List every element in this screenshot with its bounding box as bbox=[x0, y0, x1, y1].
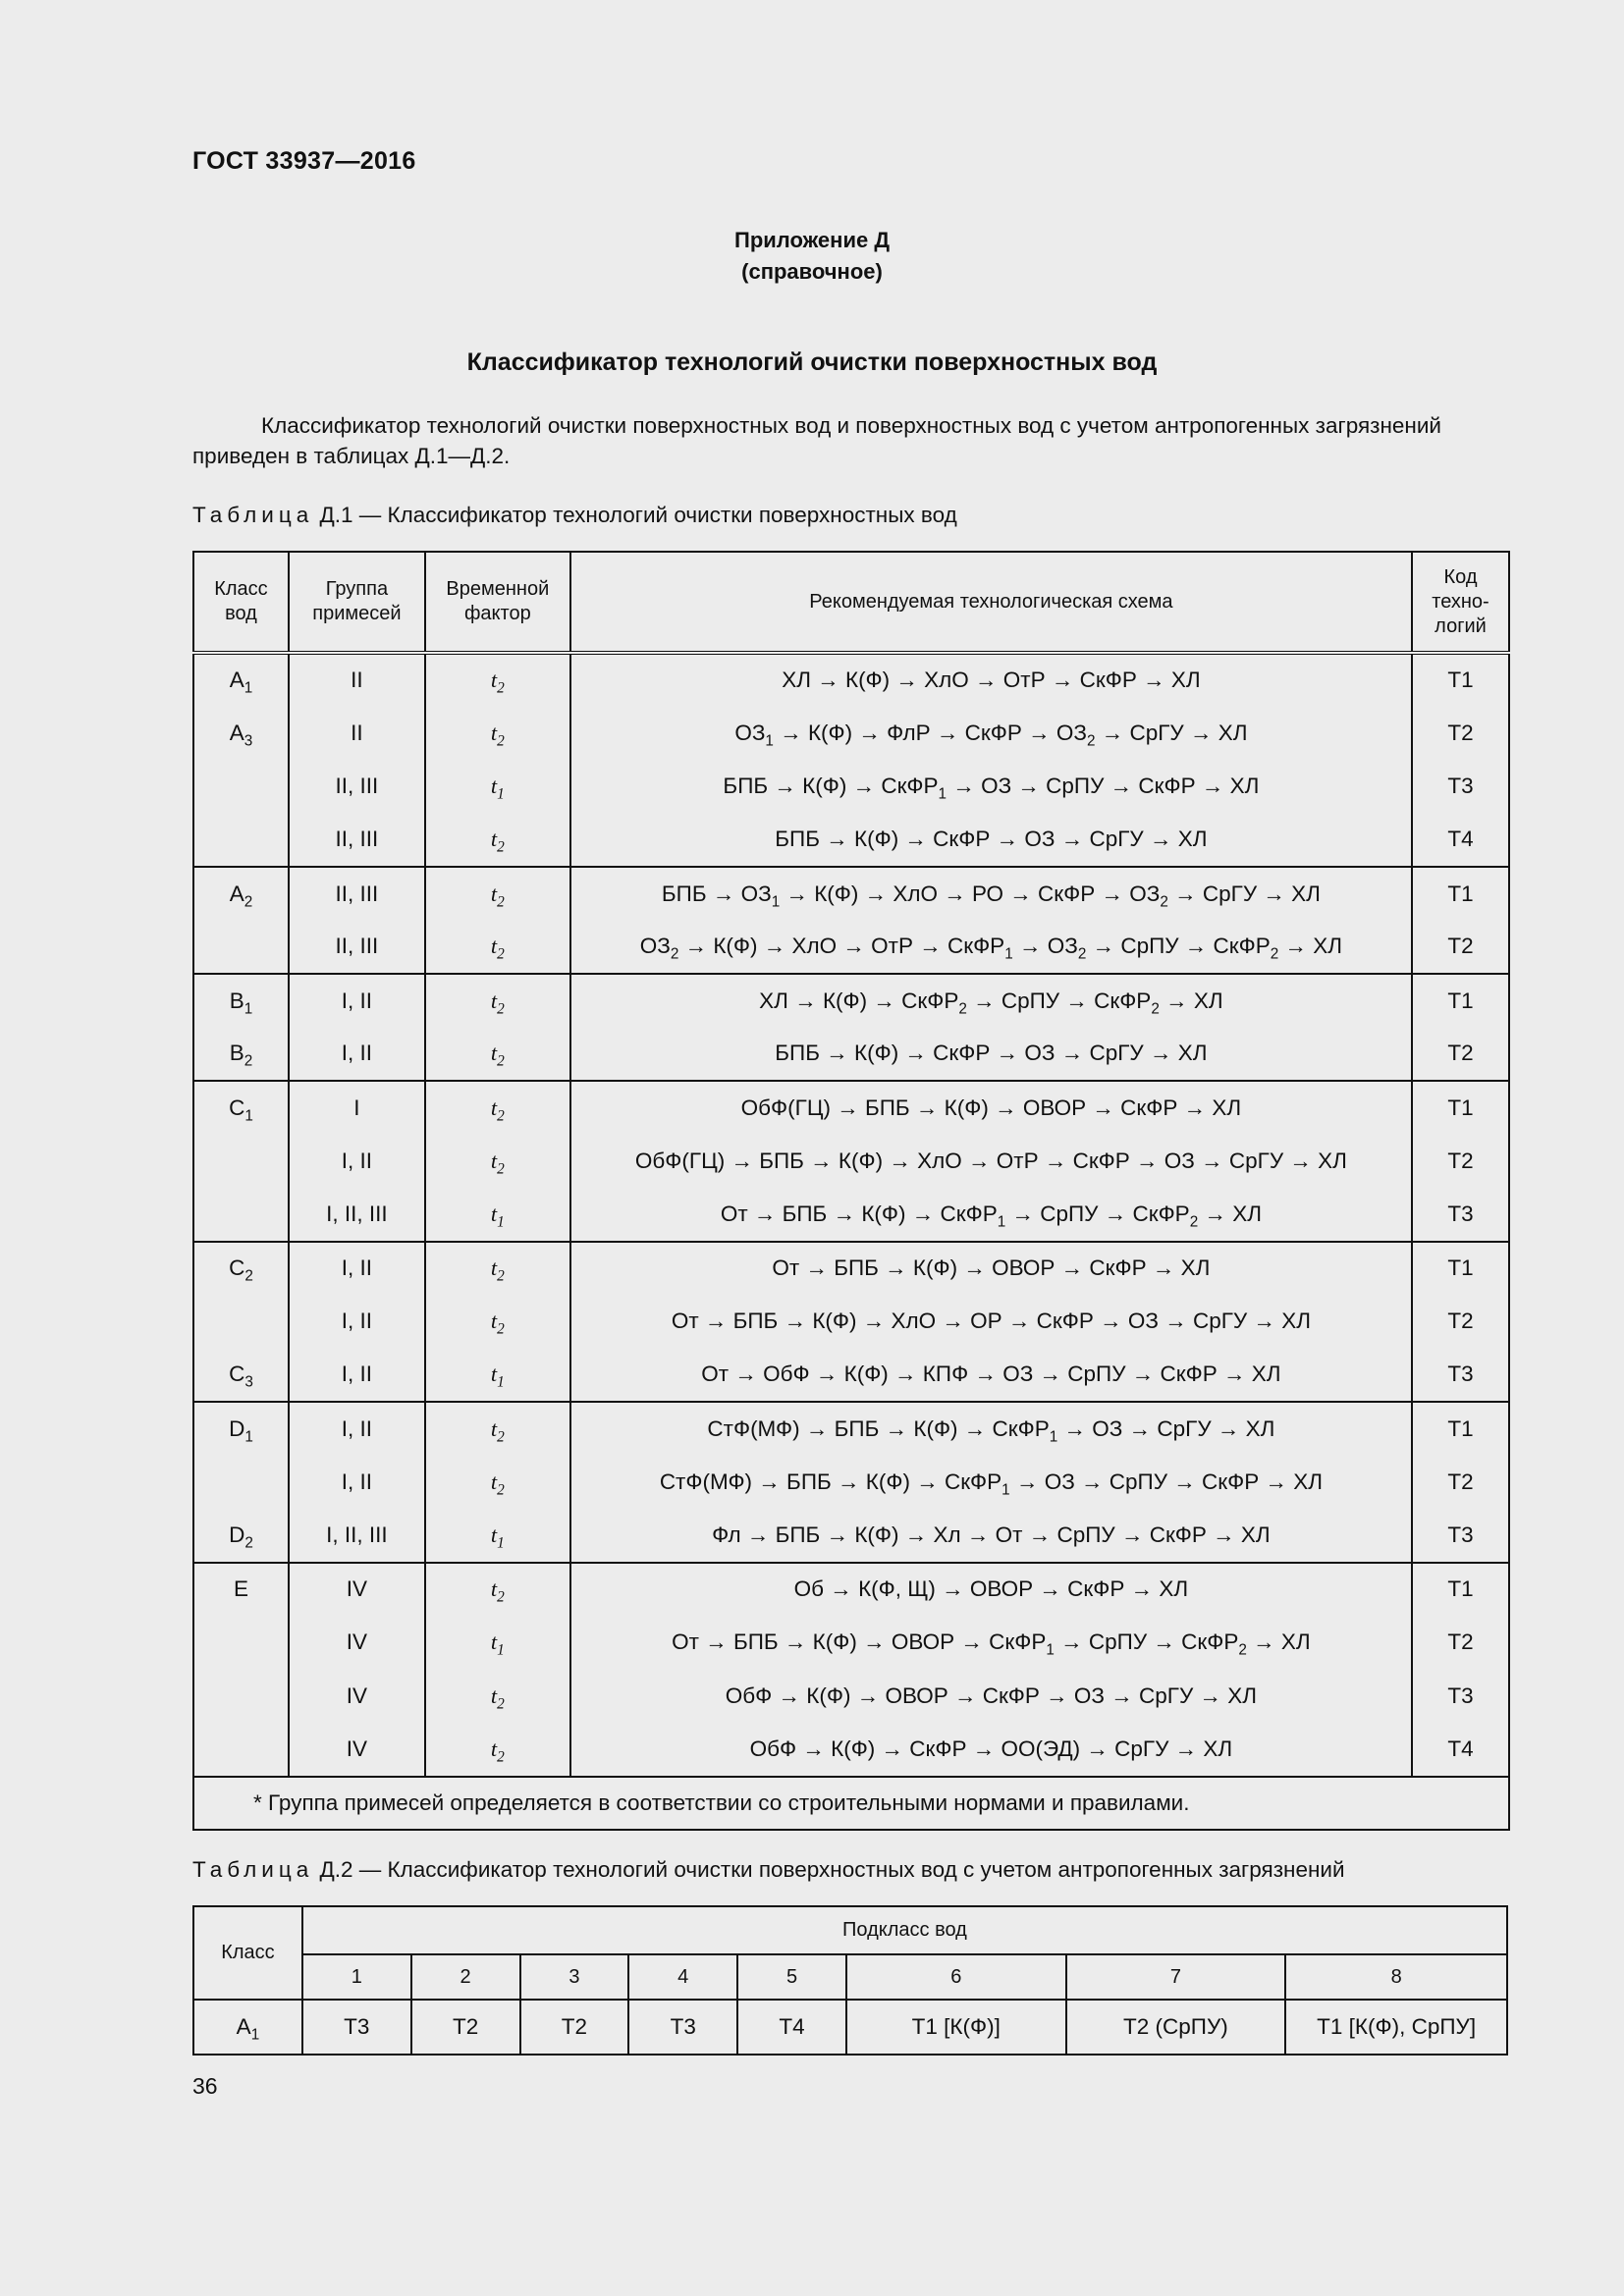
code-cell: Т3 bbox=[1412, 1349, 1509, 1403]
time-factor-cell: $t_1$ bbox=[425, 1509, 570, 1563]
time-factor-cell: $t_1$ bbox=[425, 1349, 570, 1403]
class-cell bbox=[193, 1670, 289, 1724]
scheme-cell: СтФ(МФ) → БПБ → К(Ф) → СкФР$_1$ → ОЗ → СрПУ → СкФР → ХЛ bbox=[570, 1456, 1412, 1510]
scheme-cell: БПБ → К(Ф) → СкФР$_1$ → ОЗ → СрПУ → СкФР → ХЛ bbox=[570, 760, 1412, 814]
class-cell bbox=[193, 760, 289, 814]
table-row bbox=[193, 1402, 1509, 1456]
code-cell: Т2 bbox=[1412, 921, 1509, 975]
table2-caption-prefix: Таблица bbox=[192, 1857, 314, 1882]
code-cell: Т4 bbox=[1412, 1723, 1509, 1777]
time-factor-cell: $t_2$ bbox=[425, 1242, 570, 1296]
time-factor-cell: $t_2$ bbox=[425, 1402, 570, 1456]
table2-caption-text: Д.2 — Классификатор технологий очистки поверхностных вод с учетом антропогенных загрязнений bbox=[313, 1857, 1345, 1882]
table2-value-cell: Т1 [К(Ф), СрПУ] bbox=[1285, 2000, 1507, 2055]
subclass-number: 2 bbox=[411, 1954, 520, 2000]
subclass-number: 4 bbox=[628, 1954, 737, 2000]
time-factor-cell: $t_1$ bbox=[425, 1188, 570, 1242]
impurity-group-cell: II, III bbox=[289, 921, 425, 975]
table-row bbox=[193, 1723, 1509, 1777]
header-scheme: Рекомендуемая технологическая схема bbox=[570, 552, 1412, 653]
class-cell: $A_2$ bbox=[193, 867, 289, 921]
impurity-group-cell: IV bbox=[289, 1563, 425, 1617]
scheme-cell: От → БПБ → К(Ф) → ХлО → ОР → СкФР → ОЗ → СрГУ → ХЛ bbox=[570, 1295, 1412, 1349]
class-cell: $D_1$ bbox=[193, 1402, 289, 1456]
scheme-cell: $ОЗ_2 \to К(Ф)$ → ХлО → ОтР → СкФР$_1$ → $ОЗ_2$ → СрПУ → СкФР$_2$ → ХЛ bbox=[570, 921, 1412, 975]
appendix-title: Приложение Д bbox=[734, 228, 890, 252]
code-cell: Т2 bbox=[1412, 707, 1509, 761]
code-cell: Т1 bbox=[1412, 1242, 1509, 1296]
impurity-group-cell: I, II bbox=[289, 1028, 425, 1082]
class-cell: $D_2$ bbox=[193, 1509, 289, 1563]
section-title: Классификатор технологий очистки поверхностных вод bbox=[466, 348, 1158, 376]
impurity-group-cell: I, II, III bbox=[289, 1188, 425, 1242]
scheme-cell: ОбФ(ГЦ) → БПБ → К(Ф) → ХлО → ОтР → СкФР → ОЗ → СрГУ → ХЛ bbox=[570, 1135, 1412, 1189]
scheme-cell: $ОЗ_1 \to К(Ф)$ → ФлР → СкФР → $ОЗ_2$ → СрГУ → ХЛ bbox=[570, 707, 1412, 761]
scheme-cell: Об → К(Ф, Щ) → ОВОР → СкФР → ХЛ bbox=[570, 1563, 1412, 1617]
code-cell: Т4 bbox=[1412, 814, 1509, 868]
header-impurity-group: Группа примесей bbox=[289, 552, 425, 653]
code-cell: Т3 bbox=[1412, 760, 1509, 814]
impurity-group-cell: II bbox=[289, 653, 425, 707]
table-row bbox=[193, 1028, 1509, 1082]
code-cell: Т1 bbox=[1412, 1081, 1509, 1135]
table2-value-cell: Т3 bbox=[302, 2000, 411, 2055]
code-cell: Т2 bbox=[1412, 1295, 1509, 1349]
scheme-cell: БПБ → К(Ф) → СкФР → ОЗ → СрГУ → ХЛ bbox=[570, 814, 1412, 868]
impurity-group-cell: II, III bbox=[289, 867, 425, 921]
table-row bbox=[193, 1616, 1509, 1670]
table-row bbox=[193, 1295, 1509, 1349]
class-cell: $A_1$ bbox=[193, 653, 289, 707]
code-cell: Т3 bbox=[1412, 1188, 1509, 1242]
subclass-number: 1 bbox=[302, 1954, 411, 2000]
time-factor-cell: $t_2$ bbox=[425, 1135, 570, 1189]
impurity-group-cell: IV bbox=[289, 1723, 425, 1777]
time-factor-cell: $t_2$ bbox=[425, 1028, 570, 1082]
class-cell: $C_2$ bbox=[193, 1242, 289, 1296]
table-row bbox=[193, 760, 1509, 814]
class-cell bbox=[193, 921, 289, 975]
code-cell: Т1 bbox=[1412, 653, 1509, 707]
code-cell: Т3 bbox=[1412, 1670, 1509, 1724]
table-row bbox=[193, 1188, 1509, 1242]
scheme-cell: ХЛ → К(Ф) → ХлО → ОтР → СкФР → ХЛ bbox=[570, 653, 1412, 707]
table1-body bbox=[193, 653, 1509, 1777]
scheme-cell: От → БПБ → К(Ф) → ОВОР → СкФР → ХЛ bbox=[570, 1242, 1412, 1296]
table-row bbox=[193, 1563, 1509, 1617]
table-row bbox=[193, 707, 1509, 761]
time-factor-cell: $t_2$ bbox=[425, 1295, 570, 1349]
header-class: Класс вод bbox=[193, 552, 289, 653]
impurity-group-cell: I, II bbox=[289, 1135, 425, 1189]
header-time-factor: Временной фактор bbox=[425, 552, 570, 653]
subclass-number: 8 bbox=[1285, 1954, 1507, 2000]
table2-class-cell: $A_1$ bbox=[193, 2000, 302, 2055]
impurity-group-cell: IV bbox=[289, 1670, 425, 1724]
subclass-number: 6 bbox=[846, 1954, 1066, 2000]
impurity-group-cell: I, II bbox=[289, 1295, 425, 1349]
table1-header-row bbox=[193, 552, 1509, 653]
classifier-table bbox=[192, 551, 1510, 1831]
impurity-group-cell: II, III bbox=[289, 760, 425, 814]
table1-footnote: * Группа примесей определяется в соответствии со строительными нормами и правилами. bbox=[193, 1777, 1509, 1830]
code-cell: Т2 bbox=[1412, 1456, 1509, 1510]
table1-caption-prefix: Таблица bbox=[192, 503, 314, 527]
code-cell: Т2 bbox=[1412, 1616, 1509, 1670]
class-cell: $B_2$ bbox=[193, 1028, 289, 1082]
table1-footnote-row bbox=[193, 1777, 1509, 1830]
table-row bbox=[193, 1456, 1509, 1510]
code-cell: Т1 bbox=[1412, 1563, 1509, 1617]
table-row bbox=[193, 921, 1509, 975]
impurity-group-cell: I bbox=[289, 1081, 425, 1135]
code-cell: Т1 bbox=[1412, 1402, 1509, 1456]
table1-caption bbox=[192, 503, 957, 528]
time-factor-cell: $t_2$ bbox=[425, 974, 570, 1028]
table2-subclass-number-row bbox=[193, 1954, 1507, 2000]
class-cell bbox=[193, 1188, 289, 1242]
class-cell: $C_1$ bbox=[193, 1081, 289, 1135]
time-factor-cell: $t_2$ bbox=[425, 1563, 570, 1617]
impurity-group-cell: I, II, III bbox=[289, 1509, 425, 1563]
class-cell bbox=[193, 814, 289, 868]
time-factor-cell: $t_2$ bbox=[425, 867, 570, 921]
class-cell bbox=[193, 1616, 289, 1670]
scheme-cell: От → ОбФ → К(Ф) → КПФ → ОЗ → СрПУ → СкФР → ХЛ bbox=[570, 1349, 1412, 1403]
time-factor-cell: $t_2$ bbox=[425, 1081, 570, 1135]
appendix-subtitle: (справочное) bbox=[741, 259, 883, 284]
code-cell: Т3 bbox=[1412, 1509, 1509, 1563]
header-code: Код техно-логий bbox=[1412, 552, 1509, 653]
impurity-group-cell: I, II bbox=[289, 1402, 425, 1456]
table2-value-cell: Т4 bbox=[737, 2000, 846, 2055]
impurity-group-cell: I, II bbox=[289, 1456, 425, 1510]
time-factor-cell: $t_2$ bbox=[425, 653, 570, 707]
table2-class-header: Класс bbox=[193, 1906, 302, 2000]
table-row bbox=[193, 814, 1509, 868]
subclass-number: 7 bbox=[1066, 1954, 1286, 2000]
table-row bbox=[193, 1135, 1509, 1189]
table-row bbox=[193, 1081, 1509, 1135]
table-row bbox=[193, 1670, 1509, 1724]
subclass-number: 5 bbox=[737, 1954, 846, 2000]
code-cell: Т1 bbox=[1412, 867, 1509, 921]
class-cell: $A_3$ bbox=[193, 707, 289, 761]
class-cell bbox=[193, 1295, 289, 1349]
scheme-cell: ОбФ → К(Ф) → СкФР → ОО(ЭД) → СрГУ → ХЛ bbox=[570, 1723, 1412, 1777]
scheme-cell: От → БПБ → К(Ф) → ОВОР → СкФР$_1$ → СрПУ → СкФР$_2$ → ХЛ bbox=[570, 1616, 1412, 1670]
impurity-group-cell: II, III bbox=[289, 814, 425, 868]
table-row bbox=[193, 653, 1509, 707]
intro-paragraph: Классификатор технологий очистки поверхностных вод и поверхностных вод с учетом антропогенных загрязнений приведен в таблицах Д.1—Д.2. bbox=[192, 413, 1441, 468]
table2-data-row bbox=[193, 2000, 1507, 2055]
class-cell: E bbox=[193, 1563, 289, 1617]
scheme-cell: ХЛ → К(Ф) → СкФР$_2$ → СрПУ → СкФР$_2$ → ХЛ bbox=[570, 974, 1412, 1028]
table-row bbox=[193, 1349, 1509, 1403]
scheme-cell: ОбФ(ГЦ) → БПБ → К(Ф) → ОВОР → СкФР → ХЛ bbox=[570, 1081, 1412, 1135]
scheme-cell: ОбФ → К(Ф) → ОВОР → СкФР → ОЗ → СрГУ → ХЛ bbox=[570, 1670, 1412, 1724]
scheme-cell: БПБ → $ОЗ_1 \to К(Ф)$ → ХлО → РО → СкФР → $ОЗ_2$ → СрГУ → ХЛ bbox=[570, 867, 1412, 921]
impurity-group-cell: I, II bbox=[289, 974, 425, 1028]
scheme-cell: СтФ(МФ) → БПБ → К(Ф) → СкФР$_1$ → ОЗ → СрГУ → ХЛ bbox=[570, 1402, 1412, 1456]
time-factor-cell: $t_1$ bbox=[425, 1616, 570, 1670]
scheme-cell: От → БПБ → К(Ф) → СкФР$_1$ → СрПУ → СкФР$_2$ → ХЛ bbox=[570, 1188, 1412, 1242]
impurity-group-cell: II bbox=[289, 707, 425, 761]
class-cell: $C_3$ bbox=[193, 1349, 289, 1403]
impurity-group-cell: I, II bbox=[289, 1242, 425, 1296]
anthropogenic-classifier-table bbox=[192, 1905, 1508, 2056]
impurity-group-cell: IV bbox=[289, 1616, 425, 1670]
table2-value-cell: Т2 bbox=[411, 2000, 520, 2055]
code-cell: Т2 bbox=[1412, 1135, 1509, 1189]
scheme-cell: БПБ → К(Ф) → СкФР → ОЗ → СрГУ → ХЛ bbox=[570, 1028, 1412, 1082]
page-number: 36 bbox=[192, 2073, 218, 2099]
table2-header-row bbox=[193, 1906, 1507, 1954]
document-code: ГОСТ 33937—2016 bbox=[192, 147, 416, 175]
code-cell: Т1 bbox=[1412, 974, 1509, 1028]
time-factor-cell: $t_2$ bbox=[425, 1456, 570, 1510]
code-cell: Т2 bbox=[1412, 1028, 1509, 1082]
time-factor-cell: $t_2$ bbox=[425, 814, 570, 868]
class-cell: $B_1$ bbox=[193, 974, 289, 1028]
table2-value-cell: Т3 bbox=[628, 2000, 737, 2055]
time-factor-cell: $t_2$ bbox=[425, 1670, 570, 1724]
table2-value-cell: Т2 bbox=[520, 2000, 629, 2055]
subclass-number: 3 bbox=[520, 1954, 629, 2000]
table2-value-cell: Т1 [К(Ф)] bbox=[846, 2000, 1066, 2055]
table1-caption-text: Д.1 — Классификатор технологий очистки поверхностных вод bbox=[313, 503, 957, 527]
class-cell bbox=[193, 1456, 289, 1510]
table2-subclass-header: Подкласс вод bbox=[302, 1906, 1507, 1954]
class-cell bbox=[193, 1135, 289, 1189]
time-factor-cell: $t_2$ bbox=[425, 1723, 570, 1777]
time-factor-cell: $t_2$ bbox=[425, 921, 570, 975]
table2-value-cell: Т2 (СрПУ) bbox=[1066, 2000, 1286, 2055]
table-row bbox=[193, 1509, 1509, 1563]
impurity-group-cell: I, II bbox=[289, 1349, 425, 1403]
class-cell bbox=[193, 1723, 289, 1777]
scheme-cell: Фл → БПБ → К(Ф) → Хл → От → СрПУ → СкФР → ХЛ bbox=[570, 1509, 1412, 1563]
table-row bbox=[193, 867, 1509, 921]
table-row bbox=[193, 974, 1509, 1028]
time-factor-cell: $t_2$ bbox=[425, 707, 570, 761]
table2-caption bbox=[192, 1857, 1345, 1883]
table-row bbox=[193, 1242, 1509, 1296]
time-factor-cell: $t_1$ bbox=[425, 760, 570, 814]
